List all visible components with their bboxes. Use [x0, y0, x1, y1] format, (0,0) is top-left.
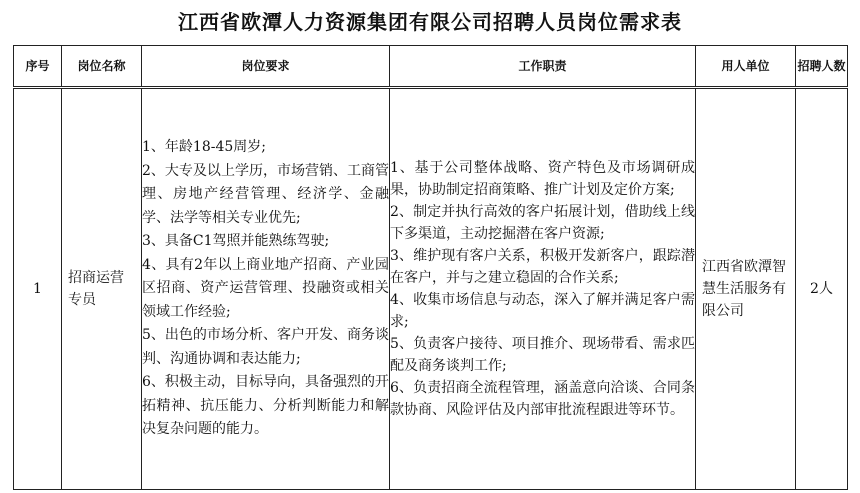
seq-value: 1 — [33, 281, 42, 297]
table-row — [14, 88, 848, 490]
requirement-item: 4、具有2年以上商业地产招商、产业园区招商、资产运营管理、投融资或相关领域工作经验; — [142, 256, 389, 320]
header-employer: 用人单位 — [696, 46, 796, 88]
duty-item: 3、维护现有客户关系，积极开发新客户，跟踪潜在客户，并与之建立稳固的合作关系; — [390, 248, 695, 286]
headcount-value: 2人 — [810, 281, 833, 297]
document-title: 江西省欧潭人力资源集团有限公司招聘人员岗位需求表 — [178, 10, 682, 34]
cell-seq — [14, 88, 62, 490]
cell-headcount — [796, 88, 848, 490]
duties-list — [390, 157, 695, 421]
requirement-item: 2、大专及以上学历，市场营销、工商管理、房地产经营管理、经济学、金融学、法学等相关专业优先; — [142, 162, 389, 226]
table-header-row — [14, 46, 848, 88]
duty-item: 2、制定并执行高效的客户拓展计划，借助线上线下多渠道，主动挖掘潜在客户资源; — [390, 204, 695, 242]
duty-item: 4、收集市场信息与动态，深入了解并满足客户需求; — [390, 292, 695, 330]
cell-position — [62, 88, 142, 490]
cell-employer — [696, 88, 796, 490]
cell-duties — [390, 88, 696, 490]
header-duties: 工作职责 — [390, 46, 696, 88]
requirement-item: 5、出色的市场分析、客户开发、商务谈判、沟通协调和表达能力; — [142, 327, 389, 367]
cell-requirements — [142, 88, 390, 490]
duty-item: 6、负责招商全流程管理，涵盖意向洽谈、合同条款协商、风险评估及内部审批流程跟进等环节。 — [390, 380, 695, 418]
employer-value: 江西省欧潭智慧生活服务有限公司 — [702, 259, 786, 319]
duty-item: 5、负责客户接待、项目推介、现场带看、需求匹配及商务谈判工作; — [390, 336, 695, 374]
header-requirements: 岗位要求 — [142, 46, 390, 88]
header-headcount: 招聘人数 — [796, 46, 848, 88]
requirements-list — [142, 136, 389, 442]
header-position: 岗位名称 — [62, 46, 142, 88]
position-value: 招商运营专员 — [68, 270, 124, 308]
duty-item: 1、基于公司整体战略、资产特色及市场调研成果，协助制定招商策略、推广计划及定价方案; — [390, 160, 695, 198]
job-requirements-table — [13, 45, 848, 490]
requirement-item: 6、积极主动，目标导向，具备强烈的开拓精神、抗压能力、分析判断能力和解决复杂问题的能力。 — [142, 374, 389, 438]
requirement-item: 3、具备C1驾照并能熟练驾驶; — [142, 233, 330, 250]
header-seq: 序号 — [14, 46, 62, 88]
requirement-item: 1、年龄18-45周岁; — [142, 139, 266, 156]
